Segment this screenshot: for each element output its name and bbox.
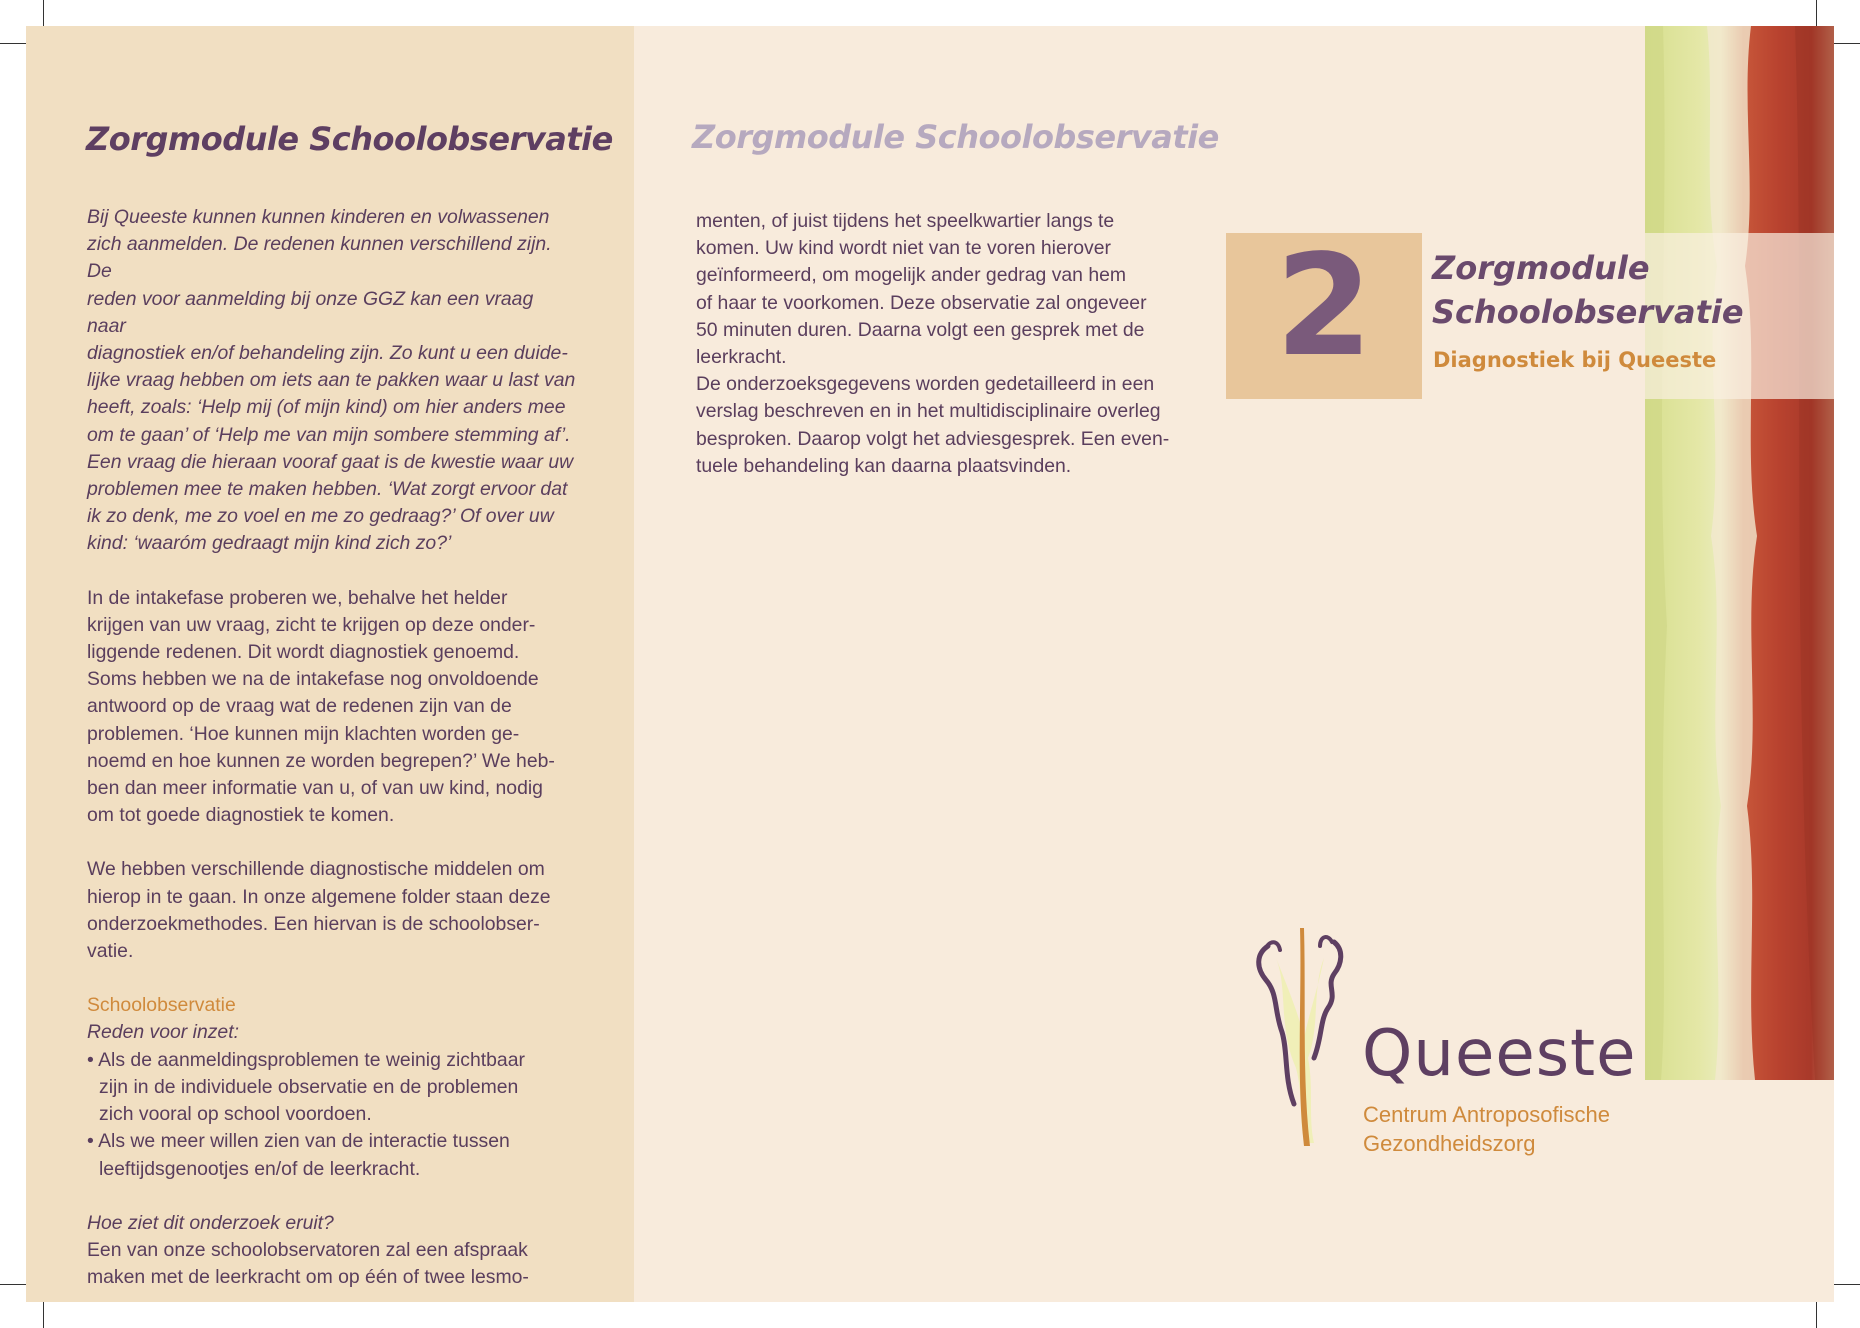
text-line: De onderzoeksgegevens worden gedetailleerd in een [696, 373, 1155, 396]
cover-title [1432, 246, 1744, 334]
middle-panel-body [696, 208, 1186, 480]
text-line: besproken. Daarop volgt het adviesgesprek. Een even- [696, 427, 1170, 450]
text-line: verslag beschreven en in het multidisciplinaire overleg [696, 400, 1161, 423]
text-line: ik zo denk, me zo voel en me zo gedraag?’ Of over uw [87, 505, 554, 528]
text-line: ben dan meer informatie van u, of van uw kind, nodig [87, 777, 543, 800]
text-line: hierop in te gaan. In onze algemene folder staan deze [87, 885, 551, 908]
bullet-list [87, 1047, 577, 1183]
crop-mark [0, 1284, 26, 1285]
methods-paragraph [87, 856, 577, 965]
text-line: Een vraag die hieraan vooraf gaat is de kwestie waar uw [87, 450, 574, 473]
brand-name: Queeste [1362, 1017, 1637, 1091]
text-line: antwoord op de vraag wat de redenen zijn van de [87, 695, 512, 718]
text-line: In de intakefase proberen we, behalve het helder [87, 586, 508, 609]
text-line: heeft, zoals: ‘Help mij (of mijn kind) om hier anders mee [87, 396, 566, 419]
crop-mark [0, 43, 26, 44]
text-line: tuele behandeling kan daarna plaatsvinden. [696, 454, 1072, 477]
cover-title-line: Zorgmodule [1432, 249, 1650, 287]
text-line: Bij Queeste kunnen kunnen kinderen en volwassenen [87, 206, 550, 228]
crop-mark [43, 1302, 44, 1328]
text-line: zich aanmelden. De redenen kunnen verschillend zijn. De [87, 233, 552, 283]
text-line: We hebben verschillende diagnostische middelen om [87, 858, 545, 881]
list-item-cont: zijn in de individuele observatie en de problemen [99, 1075, 519, 1098]
left-panel-title: Zorgmodule Schoolobservatie [86, 120, 613, 158]
text-line: kind: ‘waaróm gedraagt mijn kind zich zo?’ [87, 532, 452, 555]
crop-mark [1816, 0, 1817, 26]
text-line: komen. Uw kind wordt niet van te voren hierover [696, 237, 1111, 260]
question-heading: Hoe ziet dit onderzoek eruit? [87, 1211, 334, 1234]
text-line: om tot goede diagnostiek te komen. [87, 804, 395, 827]
text-line: lijke vraag hebben om iets aan te pakken waar u last van [87, 369, 576, 392]
cover-title-line: Schoolobservatie [1432, 293, 1744, 331]
text-line: of haar te voorkomen. Deze observatie zal ongeveer [696, 291, 1147, 314]
crop-mark [1834, 1284, 1860, 1285]
reason-heading: Reden voor inzet: [87, 1021, 239, 1044]
module-number: 2 [1275, 225, 1373, 388]
text-line: vatie. [87, 940, 134, 963]
text-line: krijgen van uw vraag, zicht te krijgen op deze onder- [87, 613, 536, 636]
text-line: problemen. ‘Hoe kunnen mijn klachten worden ge- [87, 722, 520, 745]
brand-subtitle [1363, 1100, 1610, 1158]
text-line: problemen mee te maken hebben. ‘Wat zorgt ervoor dat [87, 478, 568, 501]
crop-mark [43, 0, 44, 26]
list-item-cont: zich vooral op school voordoen. [99, 1103, 372, 1126]
crop-mark [1834, 43, 1860, 44]
intake-paragraph [87, 585, 577, 830]
section-heading: Schoolobservatie [87, 994, 236, 1017]
paint-texture [1645, 26, 1834, 1080]
left-panel-body [87, 204, 577, 1291]
brand-subtitle-line: Centrum Antroposofische [1363, 1102, 1611, 1127]
list-item: • Als we meer willen zien van de interactie tussen [87, 1130, 510, 1153]
text-line: Een van onze schoolobservatoren zal een afspraak [87, 1238, 528, 1261]
list-item-cont: leeftijdsgenootjes en/of de leerkracht. [99, 1157, 421, 1180]
queeste-logo-icon [1248, 928, 1358, 1148]
text-line: menten, of juist tijdens het speelkwartier langs te [696, 210, 1115, 232]
text-line: reden voor aanmelding bij onze GGZ kan een vraag naar [87, 287, 534, 337]
text-line: noemd en hoe kunnen ze worden begrepen?’ We heb- [87, 749, 555, 772]
painted-stripe [1645, 26, 1834, 1080]
brand-subtitle-line: Gezondheidszorg [1363, 1131, 1536, 1156]
middle-panel-title: Zorgmodule Schoolobservatie [692, 118, 1219, 156]
cover-subtitle: Diagnostiek bij Queeste [1433, 348, 1717, 372]
list-item: • Als de aanmeldingsproblemen te weinig zichtbaar [87, 1048, 525, 1071]
text-line: liggende redenen. Dit wordt diagnostiek genoemd. [87, 641, 520, 664]
text-line: om te gaan’ of ‘Help me van mijn sombere stemming af’. [87, 423, 571, 446]
text-line: onderzoekmethodes. Een hiervan is de schoolobser- [87, 912, 540, 935]
intro-paragraph [87, 204, 577, 558]
text-line: geïnformeerd, om mogelijk ander gedrag van hem [696, 264, 1127, 287]
text-line: 50 minuten duren. Daarna volgt een gesprek met de [696, 318, 1145, 341]
text-line: Soms hebben we na de intakefase nog onvoldoende [87, 668, 539, 691]
text-line: maken met de leerkracht om op één of twee lesmo- [87, 1266, 529, 1289]
text-line: leerkracht. [696, 346, 787, 369]
crop-mark [1816, 1302, 1817, 1328]
text-line: diagnostiek en/of behandeling zijn. Zo kunt u een duide- [87, 342, 568, 365]
